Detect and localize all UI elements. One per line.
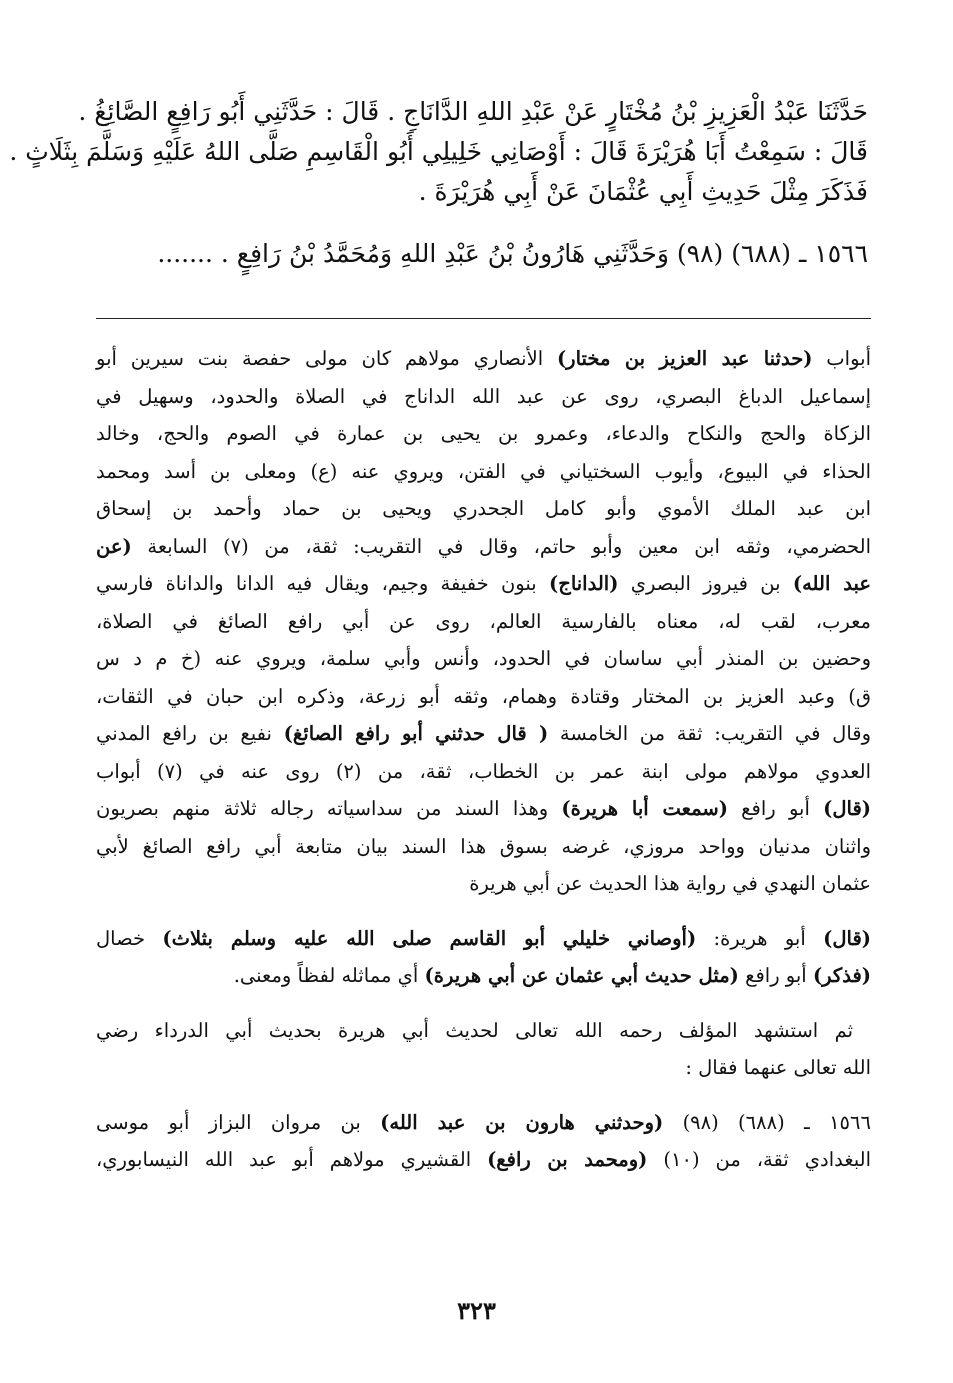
commentary-paragraph-1 [96, 340, 871, 903]
commentary-line [96, 528, 871, 566]
commentary-line [96, 1141, 871, 1179]
commentary-paragraph-2 [96, 920, 871, 995]
bold-quote: (عن [96, 534, 132, 558]
commentary-line: ق) وعبد العزيز بن المختار وقتادة وهمام، وثقه أبو زرعة، وذكره ابن حبان في الثقات، [96, 684, 871, 708]
text-run: وقال في التقريب: ثقة من الخامسة [548, 722, 872, 745]
text-run: بنون خفيفة وجيم، ويقال فيه الدانا والداناة فارسي [96, 572, 549, 595]
bold-quote: (مثل حديث أبي عثمان عن أبي هريرة) [424, 964, 739, 987]
text-run: أبو هريرة: [696, 926, 824, 950]
commentary-line: معرب، لقب له، معناه بالفارسية العالم، روى عن أبي رافع الصائغ في الصلاة، [96, 609, 871, 633]
bold-quote: (ومحمد بن رافع) [487, 1148, 648, 1171]
commentary-line [96, 957, 871, 995]
bold-quote: عبد الله) [792, 572, 872, 595]
commentary-line [96, 565, 871, 603]
bold-quote: (قال) [823, 797, 871, 820]
text-run: خصال [96, 926, 163, 950]
commentary-line [96, 920, 871, 958]
matn-block [9, 92, 868, 274]
text-run: البغدادي ثقة، من (١٠) [647, 1148, 872, 1171]
commentary-block [96, 340, 871, 1179]
commentary-line: الله تعالى عنهما فقال : [685, 1056, 871, 1079]
commentary-paragraph-3 [96, 1012, 871, 1087]
text-run: بن فيروز البصري [618, 572, 793, 595]
text-run: أبو رافع [727, 797, 824, 820]
commentary-line [96, 790, 871, 828]
bold-quote: ( قال حدثني أبو رافع الصائغ) [283, 722, 549, 745]
commentary-line: ابن عبد الملك الأموي وأبو كامل الجحدري ويحيى بن حماد وأحمد بن إسحاق [96, 497, 871, 520]
next-hadith-heading: ١٥٦٦ ـ (٦٨٨) (٩٨) وَحَدَّثَنِي هَارُونُ بْنُ عَبْدِ اللهِ وَمُحَمَّدُ بْنُ رَافِعٍ . ....... [157, 239, 868, 268]
bold-quote: (قال) [823, 926, 871, 950]
text-run: القشيري مولاهم أبو عبد الله النيسابوري، [96, 1148, 488, 1171]
text-run: نفيع بن رافع المدني [96, 722, 284, 745]
footnote-divider [96, 318, 871, 319]
bold-quote: (الداناج) [549, 572, 619, 595]
bold-quote: (أوصاني خليلي أبو القاسم صلى الله عليه وسلم بثلاث) [162, 926, 697, 950]
commentary-line [96, 340, 871, 378]
bold-quote: (فذكر) [812, 964, 871, 987]
text-run: أي مماثله لفظاً ومعنى. [233, 964, 425, 987]
commentary-line: وحضين بن المنذر أبي ساسان في الحدود، وأنس وأبي سلمة، ويروي عنه (خ م د س [96, 647, 871, 670]
matn-line-3: فَذَكَرَ مِثْلَ حَدِيثِ أَبِي عُثْمَانَ عَنْ أَبِي هُرَيْرَةَ . [418, 177, 868, 206]
text-run: وهذا السند من سداسياته رجاله ثلاثة منهم بصريون [96, 797, 562, 820]
text-run: أبواب [812, 347, 871, 370]
commentary-line: الحذاء في البيوع، وأيوب السختياني في الفتن، ويروي عنه (ع) ومعلى بن أسد ومحمد [96, 459, 871, 483]
text-run: الحضرمي، وثقه ابن معين وأبو حاتم، وقال في التقريب: ثقة، من (٧) السابعة [131, 534, 872, 558]
matn-line-1: حَدَّثَنَا عَبْدُ الْعَزِيزِ بْنُ مُخْتَارٍ عَنْ عَبْدِ اللهِ الدَّانَاجِ . قَالَ : حَدَّثَنِي أَبُو رَافِعٍ الصَّائِغُ . [78, 97, 868, 126]
commentary-line: الزكاة والحج والنكاح والدعاء، وعمرو بن يحيى بن عمارة في الصوم والحج، وخالد [96, 422, 871, 445]
text-run: أبو رافع [738, 964, 813, 987]
bold-quote: (وحدثني هارون بن عبد الله) [380, 1110, 664, 1134]
commentary-line: ثم استشهد المؤلف رحمه الله تعالى لحديث أبي هريرة بحديث أبي الدرداء رضي [96, 1018, 853, 1042]
text-run: الأنصاري مولاهم كان مولى حفصة بنت سيرين أبو [96, 347, 557, 370]
commentary-line: إسماعيل الدباغ البصري، روى عن عبد الله الداناج في الصلاة والحدود، وسهيل في [96, 384, 871, 408]
bold-quote: (حدثنا عبد العزيز بن مختار) [556, 347, 813, 370]
bold-quote: (سمعت أبا هريرة) [561, 797, 728, 820]
text-run: بن مروان البزاز أبو موسى [96, 1110, 381, 1134]
commentary-line [96, 1104, 871, 1142]
commentary-line: عثمان النهدي في رواية هذا الحديث عن أبي هريرة [469, 872, 871, 895]
text-run: ١٥٦٦ ـ (٦٨٨) (٩٨) [663, 1110, 871, 1134]
matn-line-2: قَالَ : سَمِعْتُ أَبَا هُرَيْرَةَ قَالَ : أَوْصَانِي خَلِيلِي أَبُو الْقَاسِمِ صَلَّى اللهُ عَلَيْهِ وَسَلَّمَ بِثَلَاثٍ . [9, 137, 868, 166]
commentary-line [96, 715, 871, 753]
commentary-paragraph-4 [96, 1104, 871, 1179]
commentary-line: العدوي مولاهم مولى ابنة عمر بن الخطاب، ثقة، من (٢) روى عنه في (٧) أبواب [96, 759, 871, 783]
commentary-line: واثنان مدنيان وواحد مروزي، غرضه بسوق هذا السند بيان متابعة أبي رافع الصائغ لأبي [96, 834, 871, 858]
page-number: ٣٢٣ [457, 1296, 496, 1325]
